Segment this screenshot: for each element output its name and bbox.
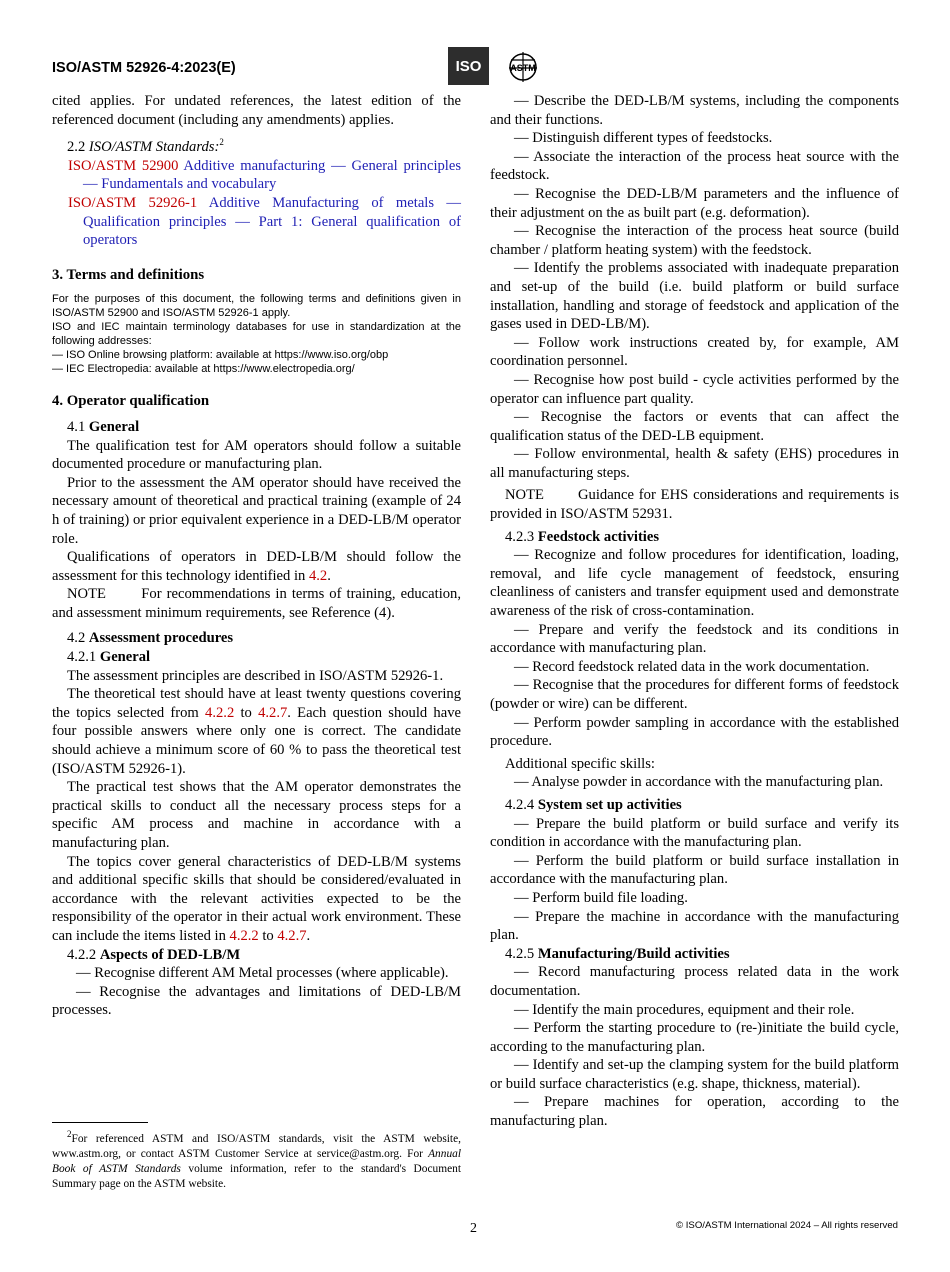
right-column	[490, 92, 899, 1131]
section-number: 4.1	[67, 418, 86, 435]
list-item: — Recognise the interaction of the process heat source (build chamber / platform heating system) with the feedstock.	[490, 223, 899, 258]
list-item: — Perform build file loading.	[514, 889, 688, 906]
reference-title-link[interactable]: Additive manufacturing — General principles — Fundamentals and vocabulary	[83, 157, 462, 193]
paragraph: Prior to the assessment the AM operator should have received the necessary amount of theoretical and practical training (example of 24 h of training) or prior equivalent experience in a DED-LB/M operator role.	[52, 474, 461, 547]
list-item: — Analyse powder in accordance with the manufacturing plan.	[514, 774, 884, 791]
text: The theoretical test should have at least twenty questions covering the topics selected from	[52, 686, 461, 721]
section-number: 4.2.3	[505, 528, 535, 545]
reference-title-link[interactable]: Additive Manufacturing of metals — Qualification principles — Part 1: General qualification of operators	[83, 194, 462, 249]
terms-paragraph: ISO and IEC maintain terminology databases for use in standardization at the following addresses:	[52, 321, 461, 348]
section-title: Assessment procedures	[88, 630, 234, 647]
reference-item	[52, 157, 461, 194]
copyright-notice: © ISO/ASTM International 2024 – All rights reserved	[676, 1220, 898, 1231]
note-text: For recommendations in terms of training, education, and assessment minimum requirements, see Reference (4).	[52, 586, 461, 621]
iso-logo: ISO	[448, 47, 489, 85]
cross-reference-link[interactable]: 4.2.2	[205, 704, 235, 721]
section-number: 4.2.1	[67, 649, 97, 666]
note	[490, 486, 899, 523]
note-text: Guidance for EHS considerations and requirements is provided in ISO/ASTM 52931.	[490, 487, 899, 523]
section-title: General	[99, 649, 151, 666]
section-number: 4.2.4	[505, 796, 535, 813]
note-label: NOTE	[67, 586, 106, 603]
astm-logo	[503, 48, 543, 86]
section-title: General	[88, 418, 140, 435]
section-title: Aspects of DED-LB/M	[99, 946, 241, 963]
text: to	[234, 704, 259, 721]
paragraph: The practical test shows that the AM operator demonstrates the practical skills to conduct all the necessary process steps for a specific AM process and machine in accordance with a manufacturing plan.	[52, 779, 461, 851]
left-column	[52, 92, 461, 1020]
footnote-text: For referenced ASTM and ISO/ASTM standards, visit the ASTM website, www.astm.org, or contact ASTM Customer Service at service@astm.org. For	[52, 1133, 461, 1160]
section-4-2-1-heading	[52, 648, 461, 667]
footnote-number: 2	[67, 1129, 72, 1140]
section-4-heading: 4. Operator qualification	[52, 393, 210, 410]
paragraph	[52, 685, 461, 778]
reference-item	[52, 194, 461, 250]
cross-reference-link[interactable]: 4.2.7	[277, 927, 307, 944]
cross-reference-link[interactable]: 4.2	[308, 567, 328, 584]
text: . Each question should have four possible answers where only one is correct. The candidate should achieve a minimum score of 60 % to pass the theoretical test (ISO/ASTM 52926-1).	[52, 704, 461, 777]
list-item: — Identify the main procedures, equipment and their role.	[514, 1001, 855, 1018]
list-item: — Recognise how post build - cycle activities performed by the operator can influence part quality.	[490, 371, 899, 407]
section-4-2-3-heading	[490, 528, 899, 547]
section-title: Feedstock activities	[537, 528, 660, 545]
list-item: — Record feedstock related data in the work documentation.	[514, 658, 870, 675]
list-item: — Follow work instructions created by, for example, AM coordination personnel.	[490, 334, 899, 370]
astm-logo-text: ASTM	[510, 63, 536, 73]
section-number: 4.2.5	[505, 945, 535, 962]
terms-paragraph: For the purposes of this document, the following terms and definitions given in ISO/ASTM 52900 and ISO/ASTM 52926-1 apply.	[52, 293, 461, 320]
note-label: NOTE	[505, 487, 544, 504]
document-id: ISO/ASTM 52926-4:2023(E)	[52, 60, 236, 76]
list-item: — Associate the interaction of the process heat source with the feedstock.	[490, 148, 899, 184]
section-title: ISO/ASTM Standards:	[88, 139, 220, 156]
paragraph: The assessment principles are described in ISO/ASTM 52926-1.	[67, 667, 444, 684]
note	[52, 585, 461, 622]
cross-reference-link[interactable]: 4.2.2	[229, 927, 259, 944]
paragraph: The qualification test for AM operators should follow a suitable documented procedure or manufacturing plan.	[52, 437, 461, 473]
section-4-1-heading	[52, 418, 461, 437]
list-item: — Recognize and follow procedures for identification, loading, removal, and life cycle management of feedstock, ensuring cleanliness of canisters and transfer equipment used and demonstrate awareness of the risk of cross-contamination.	[490, 547, 899, 620]
list-item: — Recognise the factors or events that can affect the qualification status of the DED-LB equipment.	[490, 409, 899, 444]
list-item: — Recognise the advantages and limitations of DED-LB/M processes.	[52, 983, 461, 1019]
list-item: — Prepare the machine in accordance with the manufacturing plan.	[490, 908, 899, 944]
list-item: — Recognise different AM Metal processes (where applicable).	[76, 965, 449, 982]
footnote-text: volume information, refer to the standard's Document Summary page on the ASTM website.	[52, 1163, 462, 1190]
section-4-2-2-heading	[52, 946, 461, 965]
paragraph: Additional specific skills:	[505, 755, 655, 772]
list-item: — Record manufacturing process related data in the work documentation.	[490, 964, 899, 999]
paragraph	[52, 548, 461, 585]
text: .	[327, 567, 331, 584]
section-4-2-5-heading	[490, 945, 899, 964]
list-item: — Identify and set-up the clamping system for the build platform or build surface characteristics (e.g. shape, thickness, material).	[490, 1057, 899, 1092]
intro-paragraph: cited applies. For undated references, the latest edition of the referenced document (including any amendments) applies.	[52, 93, 461, 128]
reference-link[interactable]: ISO/ASTM 52900	[68, 157, 179, 174]
terms-list-item: — IEC Electropedia: available at https://www.electropedia.org/	[52, 363, 355, 376]
list-item: — Distinguish different types of feedstocks.	[514, 130, 773, 147]
page-number: 2	[470, 1221, 477, 1236]
text: .	[306, 927, 311, 944]
footnote-marker: 2	[219, 137, 224, 148]
list-item: — Identify the problems associated with inadequate preparation and set-up of the build (i.e. build platform or build surface installation, handling and storage of feedstock and application of the gases used in DED-LB/M).	[490, 260, 899, 333]
terms-list-item: — ISO Online browsing platform: available at https://www.iso.org/obp	[52, 349, 389, 362]
list-item: — Prepare the build platform or build surface and verify its condition in accordance with the manufacturing plan.	[490, 815, 899, 851]
cross-reference-link[interactable]: 4.2.7	[258, 704, 288, 721]
text: Qualifications of operators in DED-LB/M should follow the assessment for this technology identified in	[52, 549, 461, 584]
list-item: — Prepare and verify the feedstock and its conditions in accordance with manufacturing plan.	[490, 621, 899, 657]
section-number: 4.2	[67, 630, 86, 647]
list-item: — Recognise the DED-LB/M parameters and the influence of their adjustment on the as built part (e.g. deformation).	[490, 185, 899, 221]
footnote-italic: Annual Book of ASTM Standards	[52, 1148, 461, 1175]
footnote	[52, 1129, 462, 1192]
list-item: — Describe the DED-LB/M systems, including the components and their functions.	[490, 93, 899, 128]
section-2-2-heading	[52, 138, 461, 157]
paragraph	[52, 853, 461, 946]
list-item: — Perform the build platform or build surface installation in accordance with the manufacturing plan.	[490, 852, 899, 888]
text: The topics cover general characteristics of DED-LB/M systems and additional specific skills that should be considered/evaluated in accordance with the relevant activities expected to be the responsibility of the operator in their actual work environment. These can include the items listed in	[52, 853, 461, 944]
section-4-2-heading	[52, 629, 461, 648]
section-3-heading: 3. Terms and definitions	[52, 266, 205, 283]
section-title: Manufacturing/Build activities	[537, 945, 730, 962]
text: to	[258, 927, 278, 944]
section-4-2-4-heading	[490, 796, 899, 815]
list-item: — Perform the starting procedure to (re-)initiate the build cycle, according to the manufacturing plan.	[490, 1020, 899, 1055]
reference-link[interactable]: ISO/ASTM 52926-1	[68, 194, 198, 211]
list-item: — Prepare machines for operation, according to the manufacturing plan.	[490, 1094, 899, 1130]
footnote-rule	[52, 1122, 148, 1123]
section-number: 4.2.2	[67, 946, 97, 963]
list-item: — Follow environmental, health & safety (EHS) procedures in all manufacturing steps.	[490, 446, 899, 481]
list-item: — Perform powder sampling in accordance with the established procedure.	[490, 714, 899, 750]
section-title: System set up activities	[537, 796, 682, 813]
section-number: 2.2	[67, 139, 86, 156]
list-item: — Recognise that the procedures for different forms of feedstock (powder or wire) can be different.	[490, 677, 899, 712]
